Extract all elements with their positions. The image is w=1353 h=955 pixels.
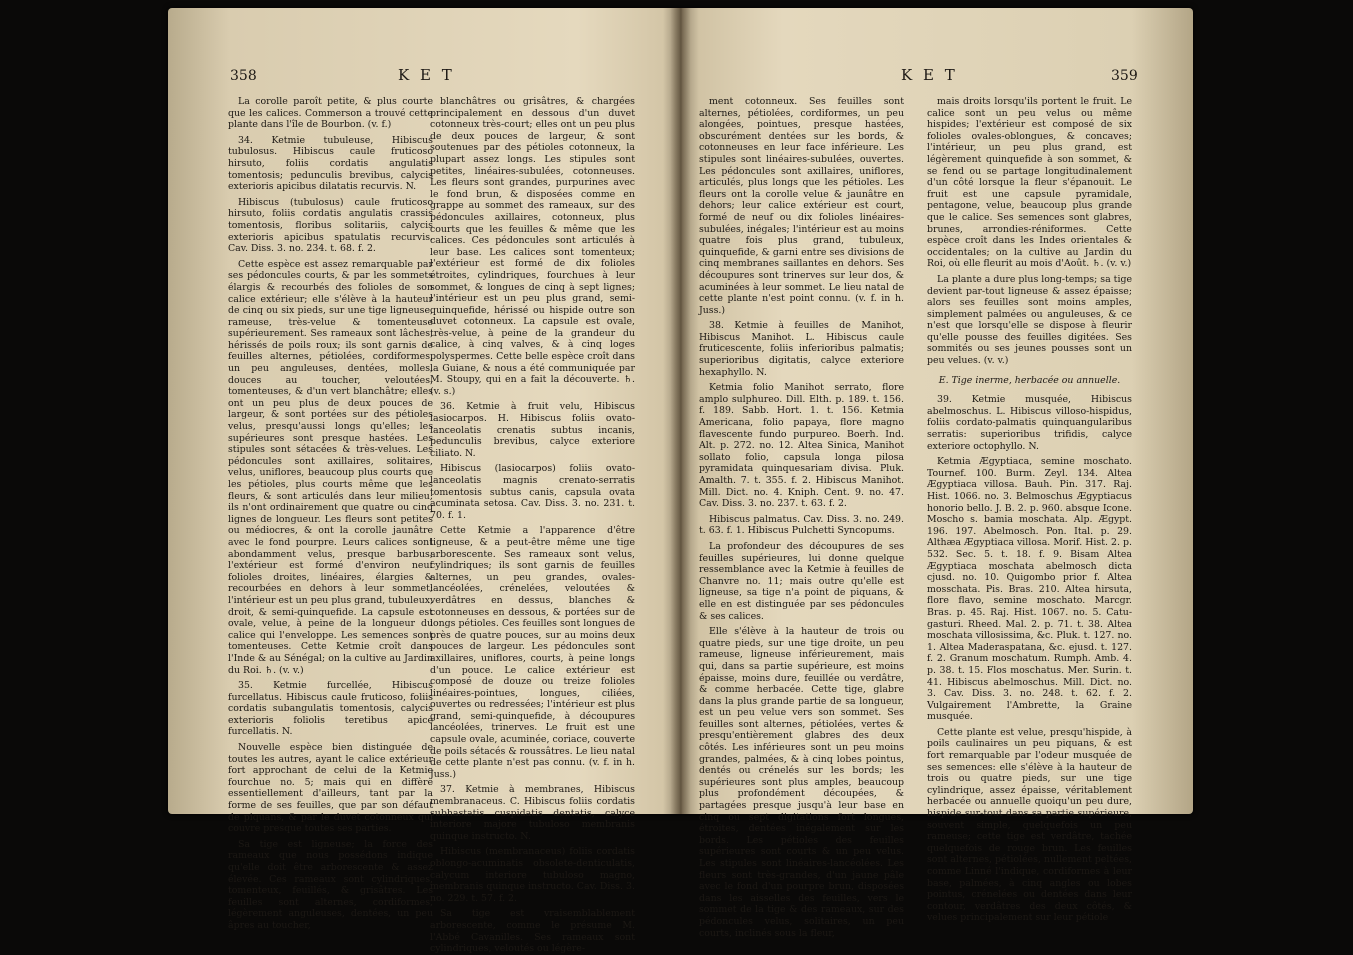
left-page-column-2 — [430, 96, 635, 955]
paragraph: La profondeur des découpures de ses feuilles supérieures, lui donne quelque ressemblance avec la Ketmie à feuilles de Chanvre no. 11; mais outre qu'elle est ligneuse, sa tige n'a point de piquans, & elle en est distinguée par ses pédoncules & ses calices. — [699, 540, 904, 622]
paragraph: Cette espèce est assez remarquable par ses pédoncules courts, & par les sommets élargis & recourbés des folioles de son calice extérieur; elle s'élève à la hauteur de cinq ou six pieds, sur une tige ligneuse, rameuse, très-velue & tomenteuse supérieurement. Ses rameaux sont lâches, hérissés de poils roux; ils sont garnis de feuilles alternes, pétiolées, cordiformes, un peu anguleuses, dentées, molles, douces au toucher, veloutées, tomenteuses, & d'un vert blanchâtre; elles ont un peu plus de deux pouces de largeur, & sont portées sur des pétioles velus, presqu'aussi longs qu'elles; les supérieures sont presque hastées. Les stipules sont sétacées & très-velues. Les pédoncules sont axillaires, solitaires, velus, uniflores, beaucoup plus courts que les pétioles, plus courts même que les fleurs, & sont articulés dans leur milieu; ils n'ont ordinairement que quatre ou cinq lignes de longueur. Les fleurs sont petites ou médiocres, & ont la corolle jaunâtre avec le fond pourpre. Leurs calices sont abondamment velus, presque barbus; l'extérieur est formé d'environ neuf folioles droites, linéaires, élargies & recourbées en dehors à leur sommet; l'intérieur est un peu plus grand, tubuleux, droit, & semi-quinquefide. La capsule est ovale, velue, à peine de la longueur du calice qui l'enveloppe. Les semences sont tomenteuses. Cette Ketmie croît dans l'Inde & au Sénégal; on la cultive au Jardin du Roi. ♄. (v. v.) — [228, 258, 433, 676]
paragraph: mais droits lorsqu'ils portent le fruit. Le calice sont un peu velus ou même hispides; l'extérieur est composé de six folioles ovales-oblongues, & concaves; l'intérieur, un peu plus grand, est légèrement quinquefide à son sommet, & se fend ou se partage longitudinalement d'un côté lorsque la fleur s'épanouit. Le fruit est une capsule pyramidale, pentagone, velue, beaucoup plus grande que le calice. Ses semences sont glabres, brunes, arrondies-réniformes. Cette espèce croît dans les Indes orientales & occidentales; on la cultive au Jardin du Roi, où elle fleurit au mois d'Août. ♄. (v. v.) — [927, 96, 1132, 270]
paragraph: Cette plante est velue, presqu'hispide, à poils caulinaires un peu piquans, & est fort remarquable par l'odeur musquée de ses semences: elle s'élève à la hauteur de trois ou quatre pieds, sur une tige cylindrique, assez épaisse, véritablement herbacée ou annuelle quoiqu'un peu dure, hispide sur-tout dans sa partie supérieure, souvent simple, quelquefois un peu rameuse; cette tige est verdâtre, tachée quelquefois de rouge brun. Les feuilles sont alternes, pétiolées, nullement peltées, comme Linné l'indique, cordiformes à leur base, palmées, à cinq angles ou lobes pointus, crénelées ou dentées dans leur contour, verdâtres des deux côtés, & velues principalement sur leur pétiole — [927, 726, 1132, 924]
paragraph: Hibiscus (membranaceus) foliis cordatis oblongo-acuminatis obsolete-denticulatis, calycum interiore tubuloso magno, membranis quinque instructo. Cav. Diss. 3. no. 229. t. 57. f. 2. — [430, 846, 635, 904]
paragraph: La corolle paroît petite, & plus courte que les calices. Commerson a trouvé cette plante dans l'île de Bourbon. (v. f.) — [228, 96, 433, 131]
paragraph: 38. Ketmie à feuilles de Manihot, Hibiscus Manihot. L. Hibiscus caule fruticescente, foliis inferioribus palmatis; superioribus digitatis, calyce exteriore hexaphyllo. N. — [699, 320, 904, 378]
paragraph: Hibiscus (tubulosus) caule fruticoso hirsuto, foliis cordatis angulatis crassis tomentosis, floribus solitariis, calycis exterioris apicibus spatulatis recurvis. Cav. Diss. 3. no. 234. t. 68. f. 2. — [228, 196, 433, 255]
paragraph: Hibiscus palmatus. Cav. Diss. 3. no. 249. t. 63. f. 1. Hibiscus Pulchetti Syncopums. — [699, 513, 904, 537]
right-page-column-1 — [699, 96, 904, 939]
right-page — [681, 8, 1193, 939]
right-page-column-2 — [927, 96, 1132, 924]
paragraph: Hibiscus (lasiocarpos) foliis ovato-lanceolatis magnis crenato-serratis tomentosis subtus canis, capsula ovata acuminata setosa. Cav. Diss. 3. no. 231. t. 70. f. 1. — [430, 463, 635, 521]
paragraph: Ketmia Ægyptiaca, semine moschato. Tournef. 100. Burm. Zeyl. 134. Altea Ægyptiaca villosa. Bauh. Pin. 317. Raj. Hist. 1066. no. 3. Belmoschus Ægyptiacus honorio bello. J. B. 2. p. 960. absque Icone. Moscho s. bamia moschata. Alp. Ægypt. 196. 197. Abelmosch. Pon. Ital. p. 29. Althæa Ægyptiaca villosa. Morif. Hist. 2. p. 532. Sec. 5. t. 18. f. 9. Bisam Altea Ægyptiaca moschata abelmosch dicta cjusd. no. 10. Quigombo prior f. Altea mosschata. Pis. Bras. 210. Altea hirsuta, flore flavo, semine moschato. Marcgr. Bras. p. 45. Raj. Hist. 1067. no. 5. Catu-gasturi. Rheed. Mal. 2. p. 71. t. 38. Altea moschata villosissima, &c. Pluk. t. 127. no. 1. Altea Maderaspatana, &c. ejusd. t. 127. f. 2. Granum moschatum. Rumph. Amb. 4. p. 38. t. 15. Flos moschatus. Mer. Surin. t. 41. Hibiscus abelmoschus. Mill. Dict. no. 3. Cav. Diss. 3. no. 248. t. 62. f. 2. Vulgairement l'Ambrette, la Graine musquée. — [927, 456, 1132, 723]
paragraph: 39. Ketmie musquée, Hibiscus abelmoschus. L. Hibiscus villoso-hispidus, foliis cordato-palmatis quinquangularibus serratis: superioribus trifidis, calyce exteriore octophyllo. N. — [927, 394, 1132, 452]
paragraph: Ketmia folio Manihot serrato, flore amplo sulphureo. Dill. Elth. p. 189. t. 156. f. 189. Sabb. Hort. 1. t. 156. Ketmia Americana, folio papaya, flore magno flavescente fundo purpureo. Boerh. Ind. Alt. p. 272. no. 12. Altea Sinica, Manihot sollato folio, capsula longa pilosa pyramidata quinquesariam divisa. Pluk. Amalth. 7. t. 355. f. 2. Hibiscus Manihot. Mill. Dict. no. 4. Kniph. Cent. 9. no. 47. Cav. Diss. 3. no. 237. t. 63. f. 2. — [699, 382, 904, 510]
open-book — [168, 8, 1193, 955]
paragraph: ment cotonneux. Ses feuilles sont alternes, pétiolées, cordiformes, un peu alongées, pointues, presque hastées, obscurément dentées sur les bords, & cotonneuses en leur face inférieure. Les stipules sont linéaires-subulées, ouvertes. Les pédoncules sont axillaires, uniflores, articulés, plus longs que les pétioles. Les fleurs ont la corolle velue & jaunâtre en dehors; leur calice extérieur est court, formé de neuf ou dix folioles linéaires-subulées, inégales; l'intérieur est au moins quatre fois plus grand, tubuleux, quinquefide, & garni entre ses divisions de cinq membranes saillantes en dehors. Ses découpures sont trinerves sur leur dos, & acuminées à leur sommet. Le lieu natal de cette plante n'est point connu. (v. f. in h. Juss.) — [699, 96, 904, 316]
paragraph: Nouvelle espèce bien distinguée de toutes les autres, ayant le calice extérieur fort approchant de celui de la Ketmie fourchue no. 5; mais qui en diffère essentiellement d'ailleurs, tant par la forme de ses feuilles, que par son défaut de piquans, & par le duvet cotonneux qui couvre presque toutes ses parties. — [228, 742, 433, 835]
paragraph: Cette Ketmie a l'apparence d'être ligneuse, & a peut-être même une tige arborescente. Ses rameaux sont velus, cylindriques; ils sont garnis de feuilles alternes, un peu grandes, ovales-lancéolées, crénelées, veloutées & verdâtres en dessus, blanches & cotonneuses en dessous, & portées sur de longs pétioles. Ces feuilles sont longues de près de quatre pouces, sur au moins deux pouces de largeur. Les pédoncules sont axillaires, uniflores, courts, à peine longs d'un pouce. Le calice extérieur est composé de douze ou treize folioles linéaires-pointues, longues, ciliées, ouvertes ou redressées; l'intérieur est plus grand, semi-quinquefide, à découpures lancéolées, trinerves. Le fruit est une capsule ovale, acuminée, coriace, couverte de poils sétacés & roussâtres. Le lieu natal de cette plante n'est pas connu. (v. f. in h. Juss.) — [430, 525, 635, 780]
page-number-right: 359 — [1111, 68, 1138, 84]
paragraph: 37. Ketmie à membranes, Hibiscus membranaceus. C. Hibiscus foliis cordatis subhastatis cuspidatis dentatis, calyce interiore majore tubuloso membranis quinque instructo. N. — [430, 784, 635, 842]
paragraph: La plante a dure plus long-temps; sa tige devient par-tout ligneuse & assez épaisse; alors ses feuilles sont moins amples, simplement palmées ou anguleuses, & ce n'est que lorsqu'elle se dispose à fleurir qu'elle pousse des feuilles digitées. Ses sommités ou ses jeunes pousses sont un peu velues. (v. v.) — [927, 273, 1132, 367]
paragraph: 36. Ketmie à fruit velu, Hibiscus lasiocarpos. H. Hibiscus foliis ovato-lanceolatis crenatis subtus incanis, pedunculis brevibus, calyce exteriore ciliato. N. — [430, 401, 635, 459]
left-page — [168, 8, 680, 955]
paragraph: Sa tige est vraisemblablement arborescente, comme le présume M. l'Abbé Cavanilles. Ses rameaux sont cylindriques, veloutés ou légère- — [430, 908, 635, 955]
left-page-column-1 — [228, 96, 433, 931]
paragraph: 35. Ketmie furcellée, Hibiscus furcellatus. Hibiscus caule fruticoso, foliis cordatis subangulatis tomentosis, calycis exterioris foliolis teretibus apice furcellatis. N. — [228, 680, 433, 738]
running-header-right: K E T — [901, 66, 958, 84]
section-heading: E. Tige inerme, herbacée ou annuelle. — [938, 374, 1121, 386]
paragraph: Elle s'élève à la hauteur de trois ou quatre pieds, sur une tige droite, un peu rameuse, ligneuse inférieurement, mais qui, dans sa partie supérieure, est moins épaisse, moins dure, feuillée ou verdâtre, & comme herbacée. Cette tige, glabre dans la plus grande partie de sa longueur, est un peu velue vers son sommet. Ses feuilles sont alternes, pétiolées, vertes & presqu'entièrement glabres des deux côtés. Les inférieures sont un peu moins grandes, palmées, & à cinq lobes pointus, dentés ou crénelés sur les bords; les supérieures sont plus amples, beaucoup plus profondément découpées, & partagées presque jusqu'à leur base en cinq ou sept digitations fort longues, étroites, dentées inégalement sur les bords. Les pétioles des feuilles supérieures sont courts & un peu velus. Les stipules sont linéaires-lancéolées. Les fleurs sont très-grandes, d'un jaune pâle avec le fond d'un pourpre brun, disposées dans les aisselles des feuilles, vers le sommet de la tige & des rameaux, sur des pédoncules velus, solitaires, un peu courts, inclinés sous la fleur, — [699, 626, 904, 939]
paragraph: Sa tige est ligneuse; la force des rameaux que nous possédons indique qu'elle doit être arborescente & assez élevée. Ces rameaux sont cylindriques, tomenteux, feuillés, & grisâtres. Les feuilles sont alternes, cordiformes, légèrement anguleuses, dentées, un peu âpres au toucher, — [228, 838, 433, 931]
running-header-left: K E T — [398, 66, 455, 84]
paragraph: blanchâtres ou grisâtres, & chargées principalement en dessous d'un duvet cotonneux très-court; elles ont un peu plus de deux pouces de largeur, & sont soutenues par des pétioles cotonneux, la plupart assez longs. Les stipules sont petites, linéaires-subulées, cotonneuses. Les fleurs sont grandes, purpurines avec le fond brun, & disposées comme en grappe au sommet des rameaux, sur des pédoncules axillaires, cotonneux, plus courts que les feuilles & même que les calices. Ces pédoncules sont articulés à leur base. Les calices sont tomenteux; l'extérieur est formé de dix folioles étroites, cylindriques, fourchues à leur sommet, & longues de cinq à sept lignes; l'intérieur est un peu plus grand, semi-quinquefide, hérissé ou hispide outre son duvet cotonneux. La capsule est ovale, très-velue, à peine de la grandeur du calice, à cinq valves, & à cinq loges polyspermes. Cette belle espèce croît dans la Guiane, & nous a été communiquée par M. Stoupy, qui en a fait la découverte. ♄. (v. s.) — [430, 96, 635, 397]
paragraph: 34. Ketmie tubuleuse, Hibiscus tubulosus. Hibiscus caule fruticoso hirsuto, foliis cordatis angulatis tomentosis; pedunculis brevibus, calycis exterioris apicibus dilatatis recurvis. N. — [228, 134, 433, 193]
page-number-left: 358 — [230, 68, 257, 84]
